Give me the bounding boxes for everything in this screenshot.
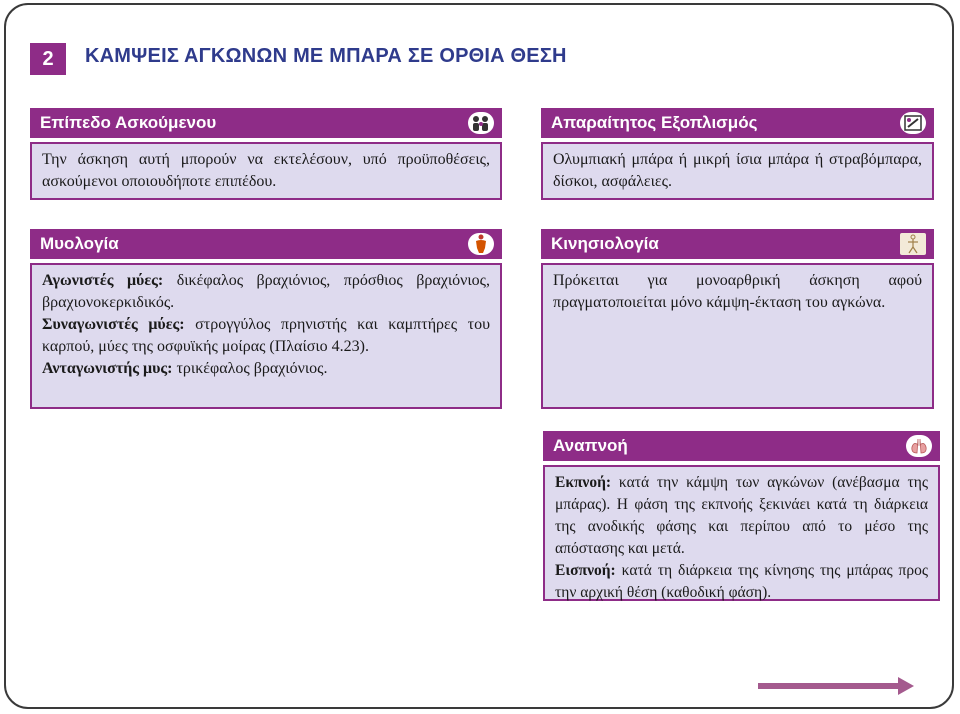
panel-equipment — [541, 108, 934, 200]
panel-breathing-body — [543, 465, 940, 601]
panel-equipment-title: Απαραίτητος Εξοπλισμός — [551, 113, 758, 132]
panel-level — [30, 108, 502, 200]
inhale-text: κατά τη διάρκεια της κίνησης της μπάρας προς την αρχική θέση (καθοδική φάση). — [555, 562, 928, 601]
lungs-icon — [906, 435, 932, 457]
skeleton-icon — [900, 233, 926, 255]
panel-equipment-header — [541, 108, 934, 138]
panel-muscles — [30, 229, 502, 409]
panel-kinesiology-title: Κινησιολογία — [551, 234, 659, 253]
exhale-label: Εκπνοή: — [555, 474, 612, 491]
next-arrow-icon[interactable] — [758, 676, 914, 696]
exhale-text: κατά την κάμψη των αγκώνων (ανέβασμα της μπάρας). Η φάση της εκπνοής ξεκινάει κατά τη διάρκεια της ανοδικής φάσης και περίπου από το μέσο της απόστασης και μετά. — [555, 474, 928, 557]
inhale-label: Εισπνοή: — [555, 562, 616, 579]
agonists-label: Αγωνιστές μύες: — [42, 272, 164, 289]
panel-breathing-header — [543, 431, 940, 461]
muscle-body-icon — [468, 233, 494, 255]
equipment-icon — [900, 112, 926, 134]
panel-kinesiology — [541, 229, 934, 409]
panel-level-body: Την άσκηση αυτή μπορούν να εκτελέσουν, υπό προϋποθέσεις, ασκούμενοι οποιουδήποτε επιπέδου. — [30, 142, 502, 200]
panel-level-title: Επίπεδο Ασκούμενου — [40, 113, 217, 132]
antagonist-text: τρικέφαλος βραχιόνιος. — [172, 360, 328, 377]
exercise-number-badge: 2 — [30, 43, 66, 75]
panel-muscles-body — [30, 263, 502, 409]
people-icon — [468, 112, 494, 134]
panel-muscles-title: Μυολογία — [40, 234, 119, 253]
panel-breathing-title: Αναπνοή — [553, 436, 628, 455]
panel-kinesiology-header — [541, 229, 934, 259]
synergists-text: στρογγύλος πρηνιστής και καμπτήρες του καρπού, μύες της οσφυϊκής μοίρας (Πλαίσιο 4.23). — [42, 316, 490, 355]
panel-equipment-body: Ολυμπιακή μπάρα ή μικρή ίσια μπάρα ή στραβόμπαρα, δίσκοι, ασφάλειες. — [541, 142, 934, 200]
panel-kinesiology-body: Πρόκειται για μονοαρθρική άσκηση αφού πραγματοποιείται μόνο κάμψη-έκταση του αγκώνα. — [541, 263, 934, 409]
panel-level-header — [30, 108, 502, 138]
agonists-text: δικέφαλος βραχιόνιος, πρόσθιος βραχιόνιος, βραχιονοκερκιδικός. — [42, 272, 490, 311]
panel-muscles-header — [30, 229, 502, 259]
page-title: ΚΑΜΨΕΙΣ ΑΓΚΩΝΩΝ ΜΕ ΜΠΑΡΑ ΣΕ ΟΡΘΙΑ ΘΕΣΗ — [85, 45, 567, 67]
antagonist-label: Ανταγωνιστής μυς: — [42, 360, 173, 377]
panel-breathing — [543, 431, 940, 601]
synergists-label: Συναγωνιστές μύες: — [42, 316, 185, 333]
